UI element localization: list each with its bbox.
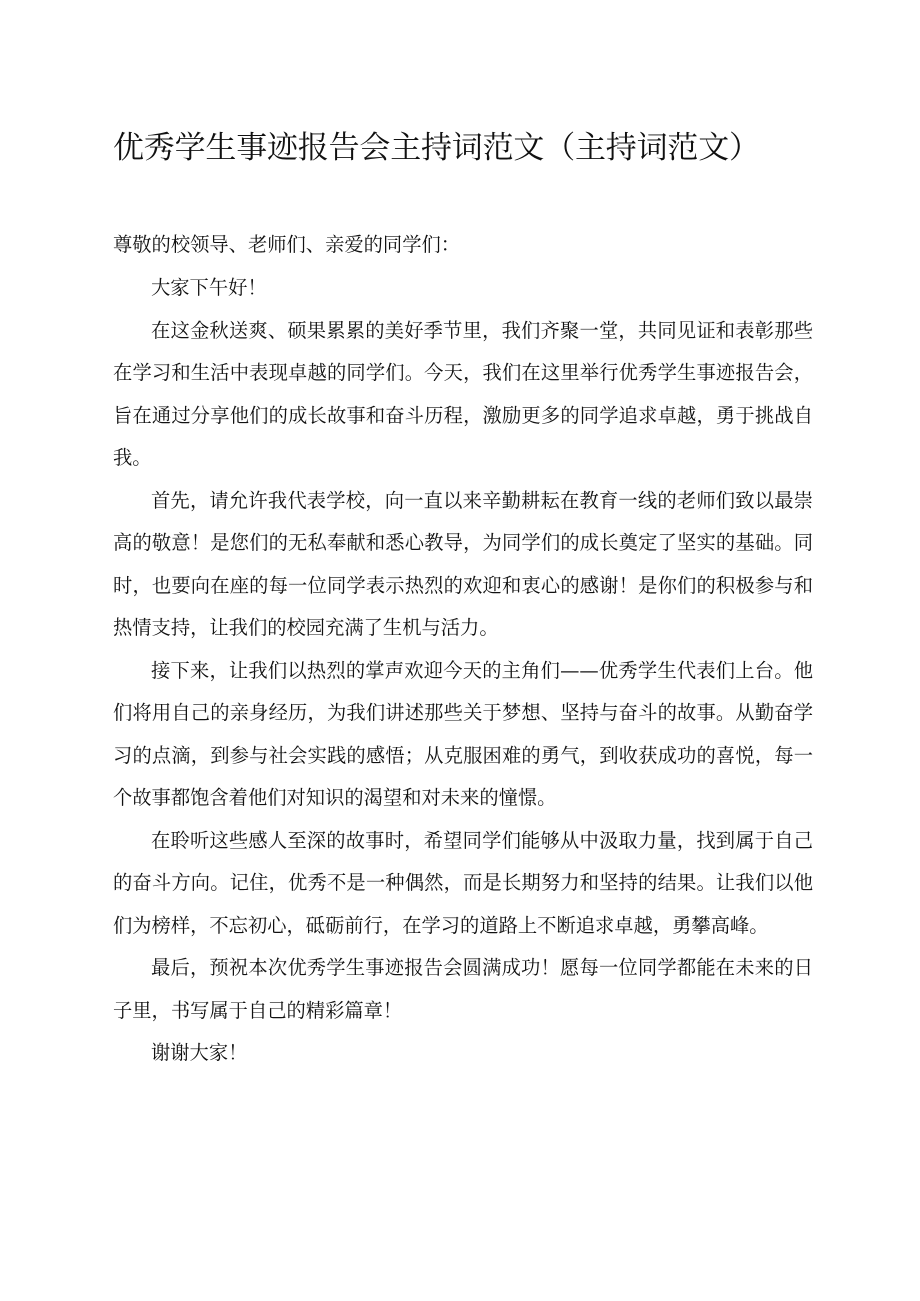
paragraph-greeting: 大家下午好！ — [151, 276, 267, 299]
paragraph-opening: 在这金秋送爽、硕果累累的美好季节里，我们齐聚一堂，共同见证和表彰那些在学习和生活中表现卓越的同学们。今天，我们在这里举行优秀学生事迹报告会，旨在通过分享他们的成长故事和奋斗历程，激励更多的同学追求卓越，勇于挑战自我。 — [113, 318, 813, 469]
paragraph-thanks: 首先，请允许我代表学校，向一直以来辛勤耕耘在教育一线的老师们致以最崇高的敬意！是您们的无私奉献和悉心教导，为同学们的成长奠定了坚实的基础。同时，也要向在座的每一位同学表示热烈的欢迎和衷心的感谢！是你们的积极参与和热情支持，让我们的校园充满了生机与活力。 — [113, 488, 813, 639]
document-title: 优秀学生事迹报告会主持词范文（主持词范文） — [113, 130, 760, 166]
paragraph-closing: 最后，预祝本次优秀学生事迹报告会圆满成功！愿每一位同学都能在未来的日子里，书写属于自己的精彩篇章！ — [113, 956, 813, 1022]
paragraph-thank-you: 谢谢大家！ — [151, 1041, 248, 1064]
paragraph-introduction: 接下来，让我们以热烈的掌声欢迎今天的主角们——优秀学生代表们上台。他们将用自己的亲身经历，为我们讲述那些关于梦想、坚持与奋斗的故事。从勤奋学习的点滴，到参与社会实践的感悟；从克服困难的勇气，到收获成功的喜悦，每一个故事都饱含着他们对知识的渴望和对未来的憧憬。 — [113, 658, 813, 809]
paragraph-encouragement: 在聆听这些感人至深的故事时，希望同学们能够从中汲取力量，找到属于自己的奋斗方向。记住，优秀不是一种偶然，而是长期努力和坚持的结果。让我们以他们为榜样，不忘初心，砥砺前行，在学习的道路上不断追求卓越，勇攀高峰。 — [113, 828, 813, 937]
document-body — [113, 267, 813, 1075]
salutation: 尊敬的校领导、老师们、亲爱的同学们： — [113, 233, 461, 256]
